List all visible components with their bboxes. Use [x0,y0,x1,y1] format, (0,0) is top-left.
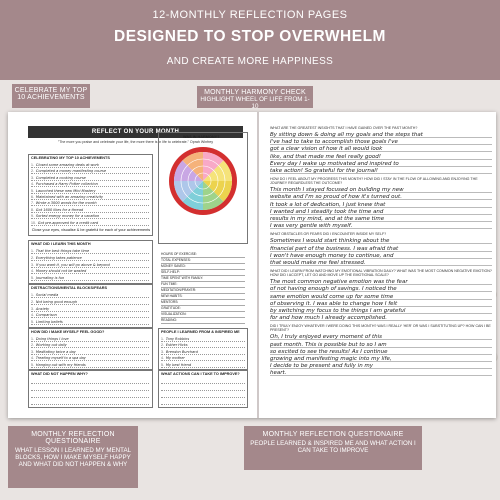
item-text: Money should not be wasted [35,269,87,274]
item-number: 3. [31,306,34,311]
question-3: WHAT OBSTACLES OR FEARS DID I ENCOUNTER INSIDE MY SELF? [270,232,387,237]
list-item [31,319,149,325]
habit-label: VISUALIZATION: [161,312,187,316]
answer-line[interactable]: I decide to be present and fully in my [270,363,492,369]
actions-header: WHAT ACTIONS CAN I TAKE TO IMPROVE? [161,372,240,376]
item-text: Not being good enough [35,299,78,304]
list-item [31,275,149,281]
callout-achievements-line1: CELEBRATE MY TOP [14,87,88,94]
item-text: Social media [35,293,59,297]
banner-tagline: AND CREATE MORE HAPPINESS [166,56,334,67]
item-text: If you want it, you will go above & beyond [35,262,110,267]
habit-row[interactable] [161,252,245,258]
list-item [31,349,149,355]
item-text: My best friend [165,362,192,367]
callout-achievements-line2: 10 ACHIEVEMENTS [17,94,85,101]
habit-label: NEW HABITS: [161,294,183,298]
item-number: 5. [31,320,34,325]
habit-row[interactable] [161,270,245,276]
item-text: Purchased a Harry Potter collection [35,182,98,187]
banner-subtitle: 12-MONTHLY REFLECTION PAGES [152,9,348,21]
list-item [161,349,245,355]
item-number: 5. [31,188,34,193]
answer-line[interactable]: I wanted and I steadily took the time and [270,209,492,215]
habit-label: MONEY SAVED: [161,264,186,268]
item-text: Completed a money manifesting course [35,169,107,174]
answer-line[interactable]: It took a lot of dedication, I just knew that [270,202,492,208]
answer-line[interactable]: by switching my focus to the things I am grateful [270,308,492,314]
blank-line[interactable] [161,392,245,398]
list-item [31,268,149,274]
blank-line[interactable] [161,399,245,405]
habit-row[interactable] [161,312,245,318]
item-text: Doing things I love [35,337,69,341]
habit-row[interactable] [161,318,245,324]
habit-row[interactable] [161,294,245,300]
answer-line[interactable]: website and I'm so proud of how it's turned out. [270,194,492,200]
item-number: 3. [31,175,34,180]
list-item [31,248,149,254]
answer-line[interactable]: financial part of the business. I was afraid that [270,246,492,252]
list-item [31,181,149,187]
list-item [31,194,149,200]
left-page-title: REFLECT ON YOUR MONTH [28,126,243,138]
question-5: DID I TRULY ENJOY WHATEVER I WERE DOING THIS MONTH? WAS I REALLY 'HER' OR WAS I SUBSTITUTING UP? HOW CAN I BE PRESENT? [270,324,491,333]
answer-line[interactable]: take action! So grateful for the journal! [270,168,492,174]
list-item [161,342,245,348]
item-text: Everything takes patience [35,255,82,260]
item-text: Treating myself to a spa day [35,356,86,361]
answer-line[interactable]: for and how much I already accomplished. [270,315,492,321]
item-number: 8. [31,207,34,212]
list-item [31,336,149,342]
visualise-note: Close your eyes, visualise & be grateful for each of your achievements [31,228,151,232]
item-text: Esther Hicks [165,343,188,348]
list-item [31,200,149,206]
list-item [31,255,149,261]
list-item [31,362,149,368]
item-text: Journaling is fun [35,276,65,281]
answer-line[interactable]: growing and manifesting magic into my life, [270,356,492,362]
item-number: 2. [161,343,164,348]
list-item [161,362,245,368]
item-number: 9. [31,214,34,219]
answer-line[interactable]: This month I stayed focused on building my new [270,187,492,193]
item-text: Limiting beliefs [35,320,63,325]
item-number: 2. [31,299,34,304]
blank-line[interactable] [161,385,245,391]
item-number: 4. [31,269,34,274]
list-item [31,175,149,181]
callout-reflection-right-line2: PEOPLE LEARNED & INSPIRED ME AND WHAT ACTION I CAN TAKE TO IMPROVE [250,440,416,454]
people-header: PEOPLE I LEARNED FROM & INSPIRED ME [161,330,240,334]
blank-line[interactable] [31,392,149,398]
callout-achievements [12,84,90,108]
answer-line[interactable]: Every day I wake up motivated and inspired to [270,161,492,167]
callout-reflection-left [8,426,138,488]
answer-line[interactable]: Oh, I truly enjoyed every moment of this [270,334,492,340]
habit-row[interactable] [161,288,245,294]
list-item [31,306,149,312]
item-number: 4. [31,182,34,187]
habit-label: TOTAL EXPENSES: [161,258,191,262]
list-item [31,355,149,361]
blank-line[interactable] [31,378,149,384]
blank-line[interactable] [31,385,149,391]
item-number: 5. [31,362,34,367]
habit-row[interactable] [161,258,245,264]
callout-reflection-left-line2: WHAT LESSON I LEARNED MY MENTAL BLOCKS, HOW I MAKE MYSELF HAPPY AND WHAT DID NOT HAPPEN & WHY [14,447,132,468]
question-4: WHAT DID I LEARN FROM WATCHING MY EMOTIONAL VIBRATION DAILY? WHAT WAS THE MOST COMMON NEGATIVE EMOTION? HOW DID I ACCEPT, LET GO AND MOVE UP THE EMOTIONAL SCALE? [270,269,492,278]
list-item [31,299,149,305]
answer-line[interactable]: heart. [270,370,492,376]
callout-harmony [197,86,313,108]
habit-label: SELF-HELP: [161,270,180,274]
item-text: Working out daily [35,343,67,348]
lessons-header: WHAT DID I LEARN THIS MONTH [31,242,91,246]
habit-row[interactable] [161,306,245,312]
answer-line[interactable]: Sometimes I would start thinking about the [270,238,492,244]
answer-line[interactable]: got a clear vision of how it all would look [270,146,492,152]
item-text: Meditating twice a day [35,349,76,354]
item-text: Closed some amazing deals at work [35,163,100,167]
answer-line[interactable]: By sitting down & doing all my goals and the steps that [270,132,492,138]
happy-header: HOW DID I MAKE MYSELF FEEL GOOD? [31,330,105,334]
habit-label: GRATITUDE: [161,306,181,310]
habit-row[interactable] [161,264,245,270]
question-2: HOW DO I FEEL ABOUT MY PROGRESS THIS MONTH? HOW DID I STAY IN THE FLOW OF ALLOWING AND ENJOYING THE JOURNEY REGARDLESS THE OUTCOME? [270,177,478,186]
answer-line[interactable]: like, and that made me feel really good! [270,154,492,160]
list-item [31,312,149,318]
item-text: Comparison [35,313,57,318]
list-item [31,292,149,298]
item-text: Hanging out with my friends [35,362,86,367]
list-item [31,162,149,168]
habit-row[interactable] [161,282,245,288]
answer-line[interactable]: I was very gentle with myself. [270,223,492,229]
item-number: 6. [31,195,34,199]
list-item [31,220,149,226]
answer-line[interactable]: of observing it. I was able to change how I felt [270,301,492,307]
item-number: 2. [31,169,34,174]
list-item [31,213,149,219]
list-item [31,262,149,268]
quote-text: "The more you praise and celebrate your life, the more there is in life to celebrate." Oprah Winfrey [57,140,214,144]
callout-reflection-right [244,426,422,470]
item-number: 3. [31,349,34,354]
item-number: 1. [31,337,34,341]
item-number: 4. [161,356,164,361]
answer-line[interactable]: The most common negative emotion was the fear [270,279,492,285]
answer-line[interactable]: I won't have enough money to continue, and [270,253,492,259]
habit-label: FUN TIME: [161,282,178,286]
item-number: 4. [31,356,34,361]
achievements-header: CELEBRATING MY TOP 10 ACHIEVEMENTS [31,156,110,160]
item-text: Maintained with an amazing creativity [35,195,104,199]
item-number: 4. [31,313,34,318]
item-number: 2. [31,343,34,348]
list-item [31,342,149,348]
habit-row[interactable] [161,276,245,282]
callout-reflection-right-line1: MONTHLY REFLECTION QUESTIONAIRE [262,431,404,438]
callout-harmony-line1: MONTHLY HARMONY CHECK [204,89,306,96]
item-text: Got pre-approved for a credit card [37,220,99,225]
item-text: Tony Robbins [165,337,190,341]
item-text: That the best things take time [35,249,90,253]
blank-line[interactable] [31,399,149,405]
habit-label: READING: [161,318,177,322]
item-number: 5. [31,276,34,281]
callout-harmony-line2: HIGHLIGHT WHEEL OF LIFE FROM 1-10 [200,96,310,110]
item-number: 2. [31,255,34,260]
item-number: 5. [161,362,164,367]
blocks-header: DISTRACTIONS/MENTAL BLOCKS/FEARS [31,286,108,290]
answer-line[interactable]: that would make me feel stressed. [270,260,492,266]
not-happen-header: WHAT DID NOT HAPPEN WHY? [31,372,88,376]
harmony-title: WAS IN HARMONY? [183,135,220,139]
wheel-of-life [168,146,238,216]
list-item [161,355,245,361]
item-number: 7. [31,201,34,206]
question-1: WHAT ARE THE GREATEST INSIGHTS THAT I HAVE GAINED OVER THE PAST MONTH? [270,126,418,130]
answer-line[interactable]: past month. This is possible but to so I am [270,342,492,348]
top-banner [0,0,500,80]
item-number: 1. [161,337,164,341]
item-number: 10. [31,220,36,225]
item-number: 3. [31,262,34,267]
blank-line[interactable] [161,378,245,384]
habit-label: MENTORS: [161,300,179,304]
habit-label: MEDITATION/PRAYER: [161,288,196,292]
answer-line[interactable]: same emotion would come up for some time [270,294,492,300]
item-text: Launched these new Mini Mastery [35,188,96,193]
item-text: Completed a cooking course [35,175,86,180]
item-number: 1. [31,293,34,297]
habit-label: HOURS OF EXERCISE: [161,252,197,256]
answer-line[interactable]: I've had to take to accomplish those goals I've [270,139,492,145]
journal-spread [8,112,496,418]
item-text: Anxiety [35,306,50,311]
banner-title: DESIGNED TO STOP OVERWHELM [114,28,386,45]
item-text: Got 1600 likes for a thread [35,207,84,212]
item-text: My mother [165,356,185,361]
answer-line[interactable]: of not having enough of savings. I noticed the [270,286,492,292]
item-number: 1. [31,163,34,167]
list-item [161,336,245,342]
callout-reflection-left-line1: MONTHLY REFLECTION QUESTIONAIRE [31,431,115,445]
habit-label: TIME SPENT WITH FAMILY: [161,276,204,280]
item-text: Sorted energy money for a vacation [35,214,100,219]
item-number: 1. [31,249,34,253]
list-item [31,207,149,213]
answer-line[interactable]: results in my mind, and at the same time [270,216,492,222]
list-item [31,168,149,174]
item-text: Brendon Burchard [165,349,198,354]
page-spine [257,112,259,418]
item-number: 3. [161,349,164,354]
item-text: Wrote a 3000 words for the month [35,201,97,206]
habit-row[interactable] [161,300,245,306]
answer-line[interactable]: so excited to see the results! As I continue [270,349,492,355]
list-item [31,188,149,194]
